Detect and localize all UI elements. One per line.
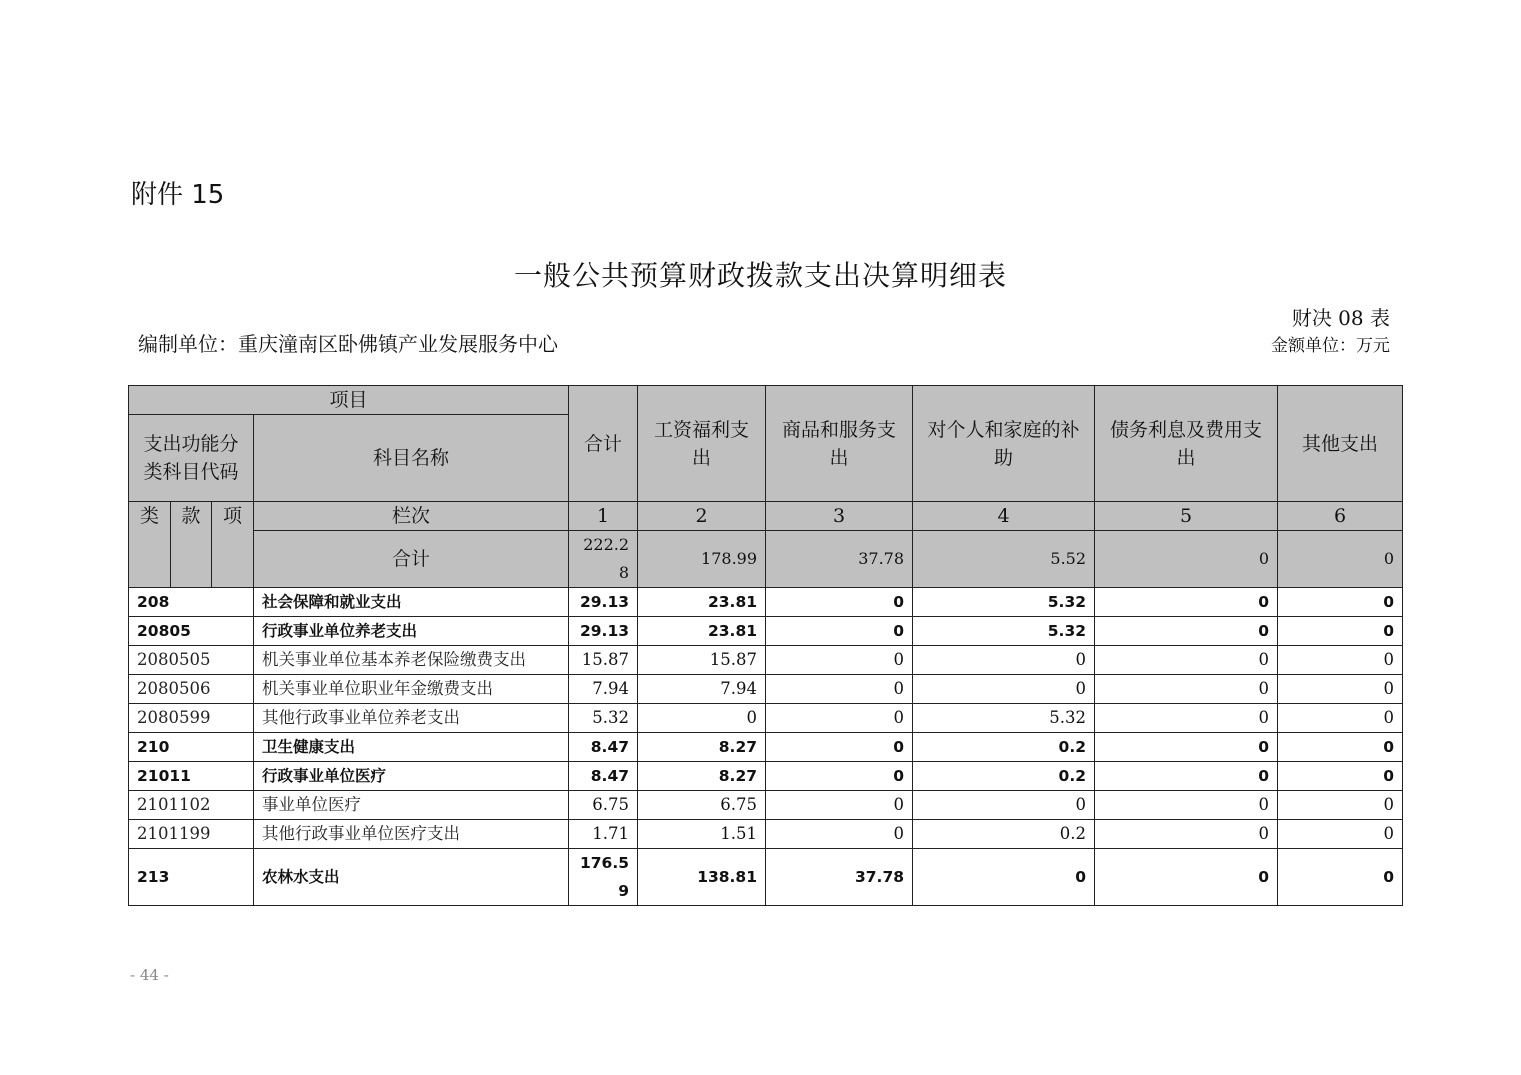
row-value: 29.13 — [569, 617, 638, 646]
col-num: 6 — [1278, 502, 1403, 531]
header-column-no: 栏次 — [254, 502, 569, 531]
row-value: 8.47 — [569, 733, 638, 762]
header-debt: 债务利息及费用支出 — [1095, 386, 1278, 502]
header-other: 其他支出 — [1278, 386, 1403, 502]
table-row — [129, 820, 1403, 849]
sum-label: 合计 — [254, 531, 569, 588]
header-lei: 类 — [129, 502, 171, 588]
page-title: 一般公共预算财政拨款支出决算明细表 — [513, 259, 1007, 292]
row-value: 0 — [766, 675, 913, 704]
table-row — [129, 733, 1403, 762]
col-num: 2 — [638, 502, 766, 531]
row-name: 行政事业单位医疗 — [254, 762, 569, 791]
row-code: 208 — [129, 588, 254, 617]
row-code: 21011 — [129, 762, 254, 791]
table-row — [129, 588, 1403, 617]
row-value: 7.94 — [569, 675, 638, 704]
row-value: 8.27 — [638, 762, 766, 791]
table-row — [129, 675, 1403, 704]
row-value: 6.75 — [638, 791, 766, 820]
row-value: 0 — [1095, 646, 1278, 675]
row-value: 23.81 — [638, 588, 766, 617]
row-value: 29.13 — [569, 588, 638, 617]
row-value: 0 — [766, 733, 913, 762]
row-value: 1.51 — [638, 820, 766, 849]
row-value: 0 — [1095, 762, 1278, 791]
row-value: 0 — [638, 704, 766, 733]
col-num: 1 — [569, 502, 638, 531]
sum-value: 0 — [1095, 531, 1278, 588]
row-value: 5.32 — [569, 704, 638, 733]
row-code: 2101102 — [129, 791, 254, 820]
row-value: 0 — [766, 791, 913, 820]
row-value: 0 — [913, 849, 1095, 906]
row-value: 0 — [1278, 791, 1403, 820]
row-value: 8.47 — [569, 762, 638, 791]
row-value: 0 — [1095, 733, 1278, 762]
row-value: 0.2 — [913, 820, 1095, 849]
row-value: 0 — [1278, 762, 1403, 791]
header-project: 项目 — [129, 386, 569, 415]
row-name: 机关事业单位职业年金缴费支出 — [254, 675, 569, 704]
row-code: 2101199 — [129, 820, 254, 849]
row-value: 0 — [1095, 675, 1278, 704]
row-value: 0 — [1278, 588, 1403, 617]
row-name: 其他行政事业单位医疗支出 — [254, 820, 569, 849]
header-individual: 对个人和家庭的补助 — [913, 386, 1095, 502]
row-value: 0 — [1095, 791, 1278, 820]
sum-value: 5.52 — [913, 531, 1095, 588]
sum-value: 37.78 — [766, 531, 913, 588]
row-value: 5.32 — [913, 704, 1095, 733]
table-row — [129, 849, 1403, 906]
compiling-unit: 编制单位：重庆潼南区卧佛镇产业发展服务中心 — [138, 332, 558, 356]
row-value: 0 — [766, 617, 913, 646]
row-name: 机关事业单位基本养老保险缴费支出 — [254, 646, 569, 675]
row-value: 0 — [766, 762, 913, 791]
row-name: 其他行政事业单位养老支出 — [254, 704, 569, 733]
row-value: 0 — [766, 820, 913, 849]
row-value: 0 — [1278, 849, 1403, 906]
row-value: 7.94 — [638, 675, 766, 704]
row-value: 0 — [1278, 820, 1403, 849]
sum-value: 178.99 — [638, 531, 766, 588]
row-value: 0 — [913, 646, 1095, 675]
row-code: 213 — [129, 849, 254, 906]
expenditure-table — [128, 385, 1403, 906]
row-value: 0 — [1095, 588, 1278, 617]
header-wages: 工资福利支出 — [638, 386, 766, 502]
header-subject-name: 科目名称 — [254, 415, 569, 502]
row-code: 20805 — [129, 617, 254, 646]
row-value: 5.32 — [913, 617, 1095, 646]
header-func-code: 支出功能分类科目代码 — [129, 415, 254, 502]
row-value: 0 — [913, 675, 1095, 704]
header-kuan: 款 — [171, 502, 212, 588]
header-total: 合计 — [569, 386, 638, 502]
row-value: 176.59 — [569, 849, 638, 906]
row-value: 15.87 — [569, 646, 638, 675]
row-value: 0 — [1278, 733, 1403, 762]
row-value: 0 — [766, 588, 913, 617]
row-value: 1.71 — [569, 820, 638, 849]
page-number: - 44 - — [130, 966, 169, 984]
row-code: 2080506 — [129, 675, 254, 704]
attachment-label: 附件 15 — [131, 180, 225, 210]
col-num: 5 — [1095, 502, 1278, 531]
sum-value: 222.28 — [569, 531, 638, 588]
col-num: 4 — [913, 502, 1095, 531]
table-row — [129, 617, 1403, 646]
row-code: 2080599 — [129, 704, 254, 733]
row-name: 农林水支出 — [254, 849, 569, 906]
row-code: 2080505 — [129, 646, 254, 675]
row-name: 事业单位医疗 — [254, 791, 569, 820]
table-row — [129, 646, 1403, 675]
row-name: 卫生健康支出 — [254, 733, 569, 762]
table-row — [129, 791, 1403, 820]
row-value: 0 — [766, 646, 913, 675]
row-value: 0 — [1278, 617, 1403, 646]
row-value: 138.81 — [638, 849, 766, 906]
row-value: 0 — [766, 704, 913, 733]
sum-value: 0 — [1278, 531, 1403, 588]
row-value: 5.32 — [913, 588, 1095, 617]
row-name: 社会保障和就业支出 — [254, 588, 569, 617]
header-goods: 商品和服务支出 — [766, 386, 913, 502]
row-value: 23.81 — [638, 617, 766, 646]
row-value: 37.78 — [766, 849, 913, 906]
row-value: 0 — [1278, 646, 1403, 675]
row-value: 8.27 — [638, 733, 766, 762]
row-value: 6.75 — [569, 791, 638, 820]
row-value: 0.2 — [913, 733, 1095, 762]
row-value: 0 — [1278, 704, 1403, 733]
row-code: 210 — [129, 733, 254, 762]
row-value: 0 — [913, 791, 1095, 820]
row-value: 15.87 — [638, 646, 766, 675]
table-row — [129, 762, 1403, 791]
form-number: 财决 08 表 — [1291, 306, 1390, 330]
row-value: 0 — [1095, 820, 1278, 849]
row-value: 0 — [1095, 617, 1278, 646]
row-value: 0 — [1095, 849, 1278, 906]
header-xiang: 项 — [212, 502, 254, 588]
table-row — [129, 704, 1403, 733]
row-value: 0.2 — [913, 762, 1095, 791]
money-unit: 金额单位：万元 — [1271, 336, 1390, 356]
row-value: 0 — [1095, 704, 1278, 733]
row-value: 0 — [1278, 675, 1403, 704]
col-num: 3 — [766, 502, 913, 531]
row-name: 行政事业单位养老支出 — [254, 617, 569, 646]
